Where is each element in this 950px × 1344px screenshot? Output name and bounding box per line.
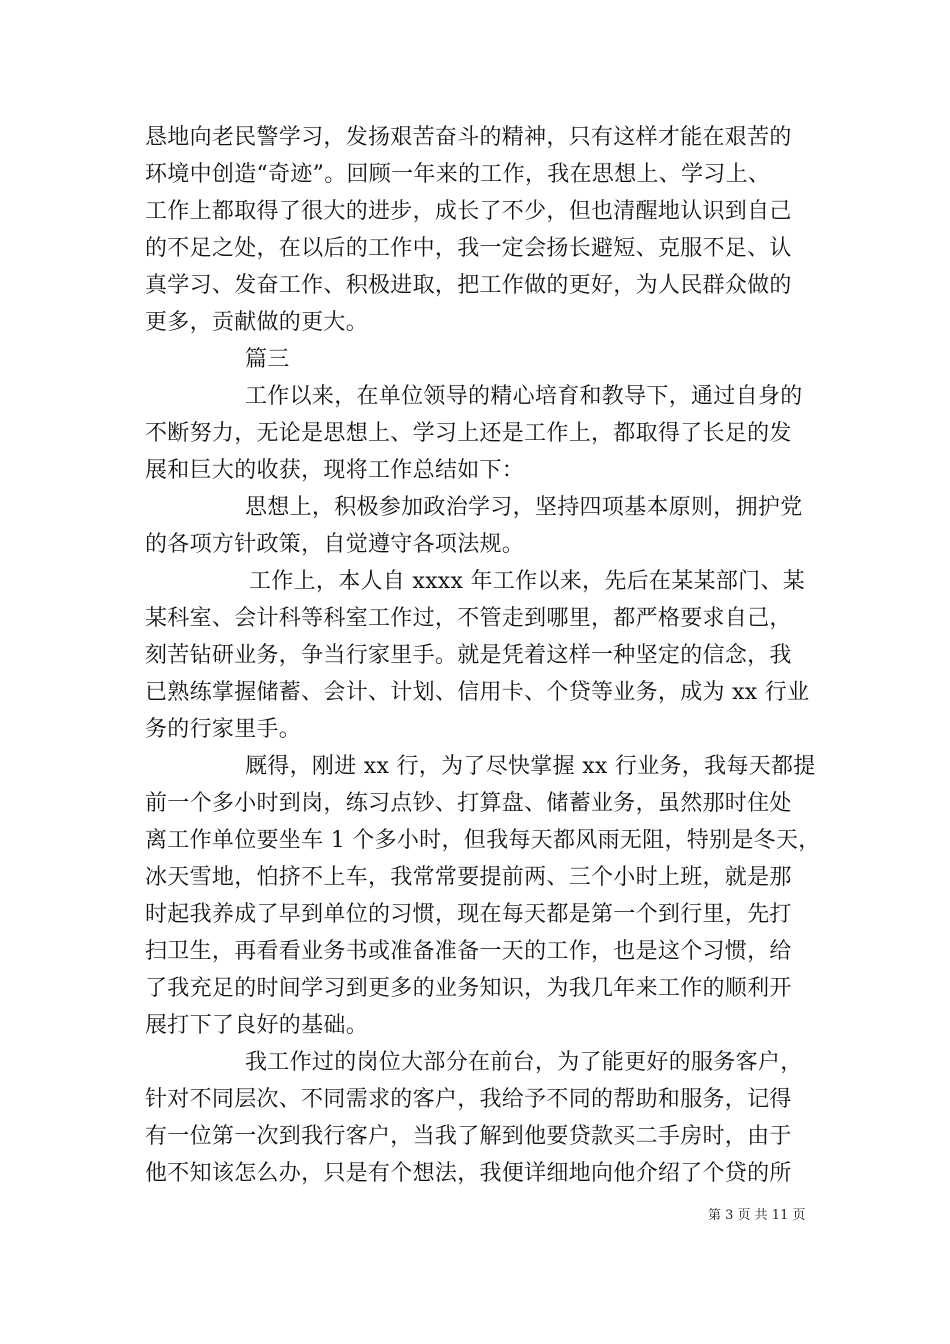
text-line: 已熟练掌握储蓄、会计、计划、信用卡、个贷等业务，成为 xx 行业 — [145, 680, 810, 705]
text-line: 不断努力，无论是思想上、学习上还是工作上，都取得了长足的发 — [145, 421, 792, 446]
text-line: 某科室、会计科等科室工作过，不管走到哪里，都严格要求自己， — [145, 606, 792, 631]
text-line: 前一个多小时到岗，练习点钞、打算盘、储蓄业务，虽然那时住处 — [145, 791, 792, 816]
text-line: 冰天雪地，怕挤不上车，我常常要提前两、三个小时上班，就是那 — [145, 865, 792, 890]
text-line: 有一位第一次到我行客户，当我了解到他要贷款买二手房时，由于 — [145, 1124, 792, 1149]
text-line: 展和巨大的收获，现将工作总结如下： — [145, 458, 525, 483]
text-line: 恳地向老民警学习，发扬艰苦奋斗的精神，只有这样才能在艰苦的 — [145, 125, 792, 150]
section-heading: 篇三 — [245, 347, 290, 372]
text-line: 了我充足的时间学习到更多的业务知识，为我几年来工作的顺利开 — [145, 976, 792, 1001]
text-line: 思想上，积极参加政治学习，坚持四项基本原则，拥护党 — [245, 495, 803, 520]
text-line: 环境中创造“奇迹”。回顾一年来的工作，我在思想上、学习上、 — [145, 162, 771, 187]
text-line: 工作上，本人自 xxxx 年工作以来，先后在某某部门、某 — [249, 569, 806, 594]
text-line: 厩得，刚进 xx 行，为了尽快掌握 xx 行业务，我每天都提 — [245, 754, 816, 779]
text-line: 工作以来，在单位领导的精心培育和教导下，通过自身的 — [245, 384, 803, 409]
text-line: 真学习、发奋工作、积极进取，把工作做的更好，为人民群众做的 — [145, 273, 792, 298]
text-line: 的不足之处，在以后的工作中，我一定会扬长避短、克服不足、认 — [145, 236, 792, 261]
text-line: 他不知该怎么办，只是有个想法，我便详细地向他介绍了个贷的所 — [145, 1161, 792, 1186]
text-line: 扫卫生，再看看业务书或准备准备一天的工作，也是这个习惯，给 — [145, 939, 792, 964]
text-line: 时起我养成了早到单位的习惯，现在每天都是第一个到行里，先打 — [145, 902, 792, 927]
text-line: 展打下了良好的基础。 — [145, 1013, 369, 1038]
text-line: 务的行家里手。 — [145, 717, 302, 742]
text-line: 我工作过的岗位大部分在前台，为了能更好的服务客户， — [245, 1050, 803, 1075]
page-number-footer: 第 3 页 共 11 页 — [708, 1208, 806, 1223]
text-line: 离工作单位要坐车 1 个多小时，但我每天都风雨无阻，特别是冬天， — [145, 828, 821, 853]
text-line: 的各项方针政策，自觉遵守各项法规。 — [145, 532, 525, 557]
text-line: 针对不同层次、不同需求的客户，我给予不同的帮助和服务，记得 — [145, 1087, 792, 1112]
text-line: 工作上都取得了很大的进步，成长了不少，但也清醒地认识到自己 — [145, 199, 792, 224]
text-line: 更多，贡献做的更大。 — [145, 310, 369, 335]
text-line: 刻苦钻研业务，争当行家里手。就是凭着这样一种坚定的信念，我 — [145, 643, 792, 668]
